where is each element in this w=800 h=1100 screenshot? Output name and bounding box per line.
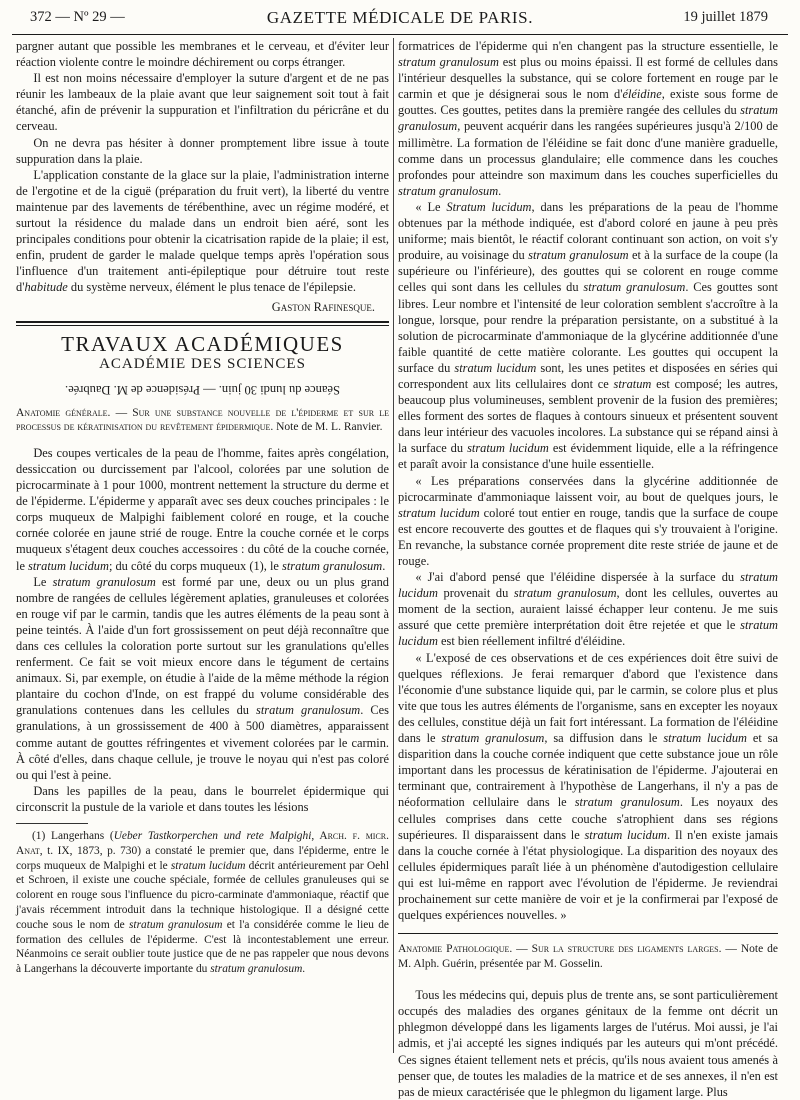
article-heading: Anatomie Pathologique. — Sur la structure des ligaments larges. — Note de M. Alph. Guérin, présentée par M. Gosselin. (398, 943, 778, 970)
paragraph: Le stratum granulosum est formé par une, deux ou un plus grand nombre de rangées de cellules légèrement aplaties, granuleuses et colorées en rouge vif par le carmin, tandis que les autres éléments de la peau sont à peine teintés. À l'aide d'un fort grossissement on peut déjà reconnaître que dans ces cellules la coloration porte surtout sur les granulations qu'elles renferment. Ce fait se voit mieux encore dans le tégument de certains animaux. Si, par exemple, on étudie à l'aide de la même méthode la région plantaire du cochon d'Inde, on est frappé du volume considérable des granulations contenues dans les cellules du stratum granulosum. Ces granulations, à un grossissement de 400 à 500 diamètres, apparaissent comme autant de gouttes réfringentes et vivement colorées par le carmin. À côté d'elles, dans chaque cellule, je trouve le noyau qui n'est pas coloré ou qui l'est à peine. (16, 574, 389, 782)
section-subtitle: ACADÉMIE DES SCIENCES (99, 355, 306, 372)
section-rule (16, 325, 389, 326)
newspaper-title: GAZETTE MÉDICALE DE PARIS. (266, 8, 534, 27)
paragraph: « J'ai d'abord pensé que l'éléidine dispersée à la surface du stratum lucidum provenait du stratum granulosum, dont les cellules, ouvertes au moment de la section, auraient laissé échapper leur contenu. Je me suis assuré que cette première interprétation doit être rejetée et que le stratum lucidum est bien réellement infiltré d'éléidine. (398, 570, 778, 649)
page-header (0, 0, 800, 34)
column-divider (393, 38, 394, 1053)
seance-line: Séance du lundi 30 juin. — Présidence de M. Daubrée. (65, 382, 340, 397)
paragraph: formatrices de l'épiderme qui n'en changent pas la structure essentielle, le stratum granulosum est plus ou moins épaissi. Il est formé de cellules dans l'intérieur desquelles la substance, qui se colore fortement en rouge par le carmin et que je désignerai sous le nom d'éléidine, existe sous forme de gouttes. Ces gouttes, petites dans la première rangée des cellules du stratum granulosum, peuvent acquérir dans les rangées supérieures jusqu'à 2/100 de millimètre. La formation de l'éléidine se fait donc d'une manière graduelle, comme dans un processus glandulaire; elle commence dans les couches profondes pour atteindre son maximum dans les couches superficielles du stratum granulosum. (398, 39, 779, 198)
paragraph: « Les préparations conservées dans la glycérine additionnée de picrocarminate d'ammoniaque laissent voir, au bout de quelques jours, le stratum lucidum coloré tout entier en rouge, tandis que la surface de coupe est encore recouverte des gouttes et de flaques qui s'y trouvaient à l'origine. En revanche, la substance cornée proprement dite reste striée de jaune et de rouge. (398, 473, 778, 568)
footnote: (1) Langerhans (Ueber Tastkorperchen und rete Malpighi, Arch. f. micr. Anat, t. IX, 1873, p. 730) a constaté le premier que, dans l'épiderme, entre le corps muqueux de Malpighi et le stratum lucidum décrit antérieurement par Oehl et Schroen, il existe une couche spéciale, formée de cellules granuleuses qui se colorent en rouge sous l'influence du picro-carminate d'ammoniaque, réactif que j'avais récemment introduit dans la technique histologique. Il a désigné cette couche sous le nom de stratum granulosum et l'a considérée comme le lieu de formation des cellules de l'épiderme. C'est là incontestablement une erreur. Néanmoins ce serait oublier toute justice que de ne pas rappeler que nous devons à Langerhans la découverte importante du stratum granulosum. (16, 830, 390, 976)
paragraph: L'application constante de la glace sur la plaie, l'administration interne de l'ergotine et de la ciguë (préparation du fruit vert), la liberté du ventre maintenue par des lavements de térébenthine, avec un régime modéré, et surtout la résidence du malade dans un endroit bien aéré, sont les principales conditions pour obtenir la cicatrisation rapide de la plaie; il est, enfin, prudent de garder le malade quelque temps après l'opération sous l'influence d'un traitement anti-épileptique pour détruire tout reste d'habitude du système nerveux, élément le plus tenace de l'épilepsie. (16, 167, 389, 295)
header-rule (12, 34, 788, 35)
paragraph: Dans les papilles de la peau, dans le bourrelet épidermique qui circonscrit la pustule de la variole et dans toutes les lésions (16, 783, 389, 814)
section-title: TRAVAUX ACADÉMIQUES (61, 331, 344, 356)
author-signature: Gaston Rafinesque. (271, 299, 375, 314)
page-number: 372 — Nº 29 — (30, 9, 125, 25)
footnote-rule (16, 823, 88, 824)
issue-date: 19 juillet 1879 (683, 9, 768, 25)
paragraph: Tous les médecins qui, depuis plus de trente ans, se sont particulièrement occupés des maladies des organes génitaux de la femme ont décrit un phlegmon développé dans les ligaments larges de l'utérus. Moi aussi, je l'ai admis, et j'ai accepté les signes indiqués par les auteurs qui m'ont précédé. Ces signes étaient tellement nets et précis, qu'ils nous avaient tous amenés à penser que, de toutes les maladies de la matrice et de ses annexes, il n'en est pas de mieux caractérisée que le phlegmon du ligament large. Plus (398, 988, 778, 1099)
paragraph: « Le Stratum lucidum, dans les préparations de la peau de l'homme obtenues par la méthode indiquée, est d'abord coloré en jaune à peu près uniforme; mais bientôt, le réactif colorant continuant son action, on voit s'y produire, au voisinage du stratum granulosum et à la surface de la coupe (la supérieure ou l'inférieure), des gouttes qui se colorent en rouge comme celles qui sont dans les cellules du stratum granulosum. Ces gouttes sont libres. Leur nombre et l'intensité de leur coloration semblent s'accroître à la longue, lorsque, pour rendre la préparation persistante, on a substitué à la solution de picrocarminate d'ammoniaque de la glycérine additionnée d'une faible quantité de cette matière colorante. Les gouttes qui occupent la surface du stratum lucidum sont, les unes petites et disposées en séries qui correspondent aux lits cellulaires dont ce stratum est composé; les autres, beaucoup plus volumineuses, semblent provenir de la fusion des premières; elles forment des sortes de flaques à contours sinueux et présentent souvent dans leur intérieur des vacuoles incolores. La substance qui se répand ainsi à la surface du stratum lucidum est évidemment liquide, elle a la réfringence et paraît avoir la consistance d'une huile essentielle. (398, 199, 778, 472)
paragraph: « L'exposé de ces observations et de ces expériences doit être suivi de quelques réflexions. Je ferai remarquer d'abord que l'existence dans l'économie d'une substance liquide qui, par le carmin, se colore plus et plus vite que tous les autres éléments de l'organisme, sans en excepter les noyaux des cellules, constitue déjà un fait fort intéressant. La formation de l'éléidine dans le stratum granulosum, sa diffusion dans le stratum lucidum et sa disparition dans la couche cornée indiquent que cette substance joue un rôle important dans les processus de kératinisation de l'épiderme. J'ajouterai en terminant que, contrairement à l'hypothèse de Langerhans, il n'y a pas de néoformation cellulaire dans le stratum granulosum. Les noyaux des cellules comprises dans cette couche s'atrophient dans ses régions supérieures. Il disparaissent dans le stratum lucidum. Il n'en existe jamais dans la couche cornée à l'état physiologique. La disparition des noyaux des cellules épidermiques paraît liée à un phénomène d'autodigestion cellulaire qui est lui-même en rapport avec l'évolution de l'épiderme. Je reviendrai prochainement sur cette manière de voir et je la confirmerai par l'exposé de quelques expériences nouvelles. » (398, 650, 779, 923)
paragraph: pargner autant que possible les membranes et le cerveau, et d'éviter leur réaction violente contre le moindre déchirement ou corps étranger. (16, 39, 389, 70)
article-heading: Anatomie générale. — Sur une substance nouvelle de l'épiderme et sur le processus de kératinisation du revêtement épidermique. Note de M. L. Ranvier. (16, 406, 389, 434)
paragraph: Des coupes verticales de la peau de l'homme, faites après congélation, dessiccation ou durcissement par l'alcool, colorées par une solution de picrocarminate à 1 pour 1000, montrent nettement la structure du derme et de l'épiderme. L'épiderme y apparaît avec ses deux couches principales : le corps muqueux de Malpighi faiblement coloré en rouge, et la couche cornée colorée en jaune strié de rouge. Entre la couche cornée et le corps muqueux s'étagent deux couches accessoires : du côté de la couche cornée, le stratum lucidum; du côté du corps muqueux (1), le stratum granulosum. (16, 445, 389, 573)
article-separator (398, 933, 778, 934)
paragraph: On ne devra pas hésiter à donner promptement libre issue à toute suppuration dans la plaie. (16, 135, 389, 166)
right-column (398, 38, 779, 1099)
paragraph: Il est non moins nécessaire d'employer la suture d'argent et de ne pas réunir les lambeaux de la plaie avant que leur saignement soit tout à fait étanché, afin de prévenir la suppuration et l'infiltration du péricrâne et du cerveau. (16, 71, 389, 134)
left-column (16, 38, 389, 1055)
section-rule (16, 321, 389, 323)
